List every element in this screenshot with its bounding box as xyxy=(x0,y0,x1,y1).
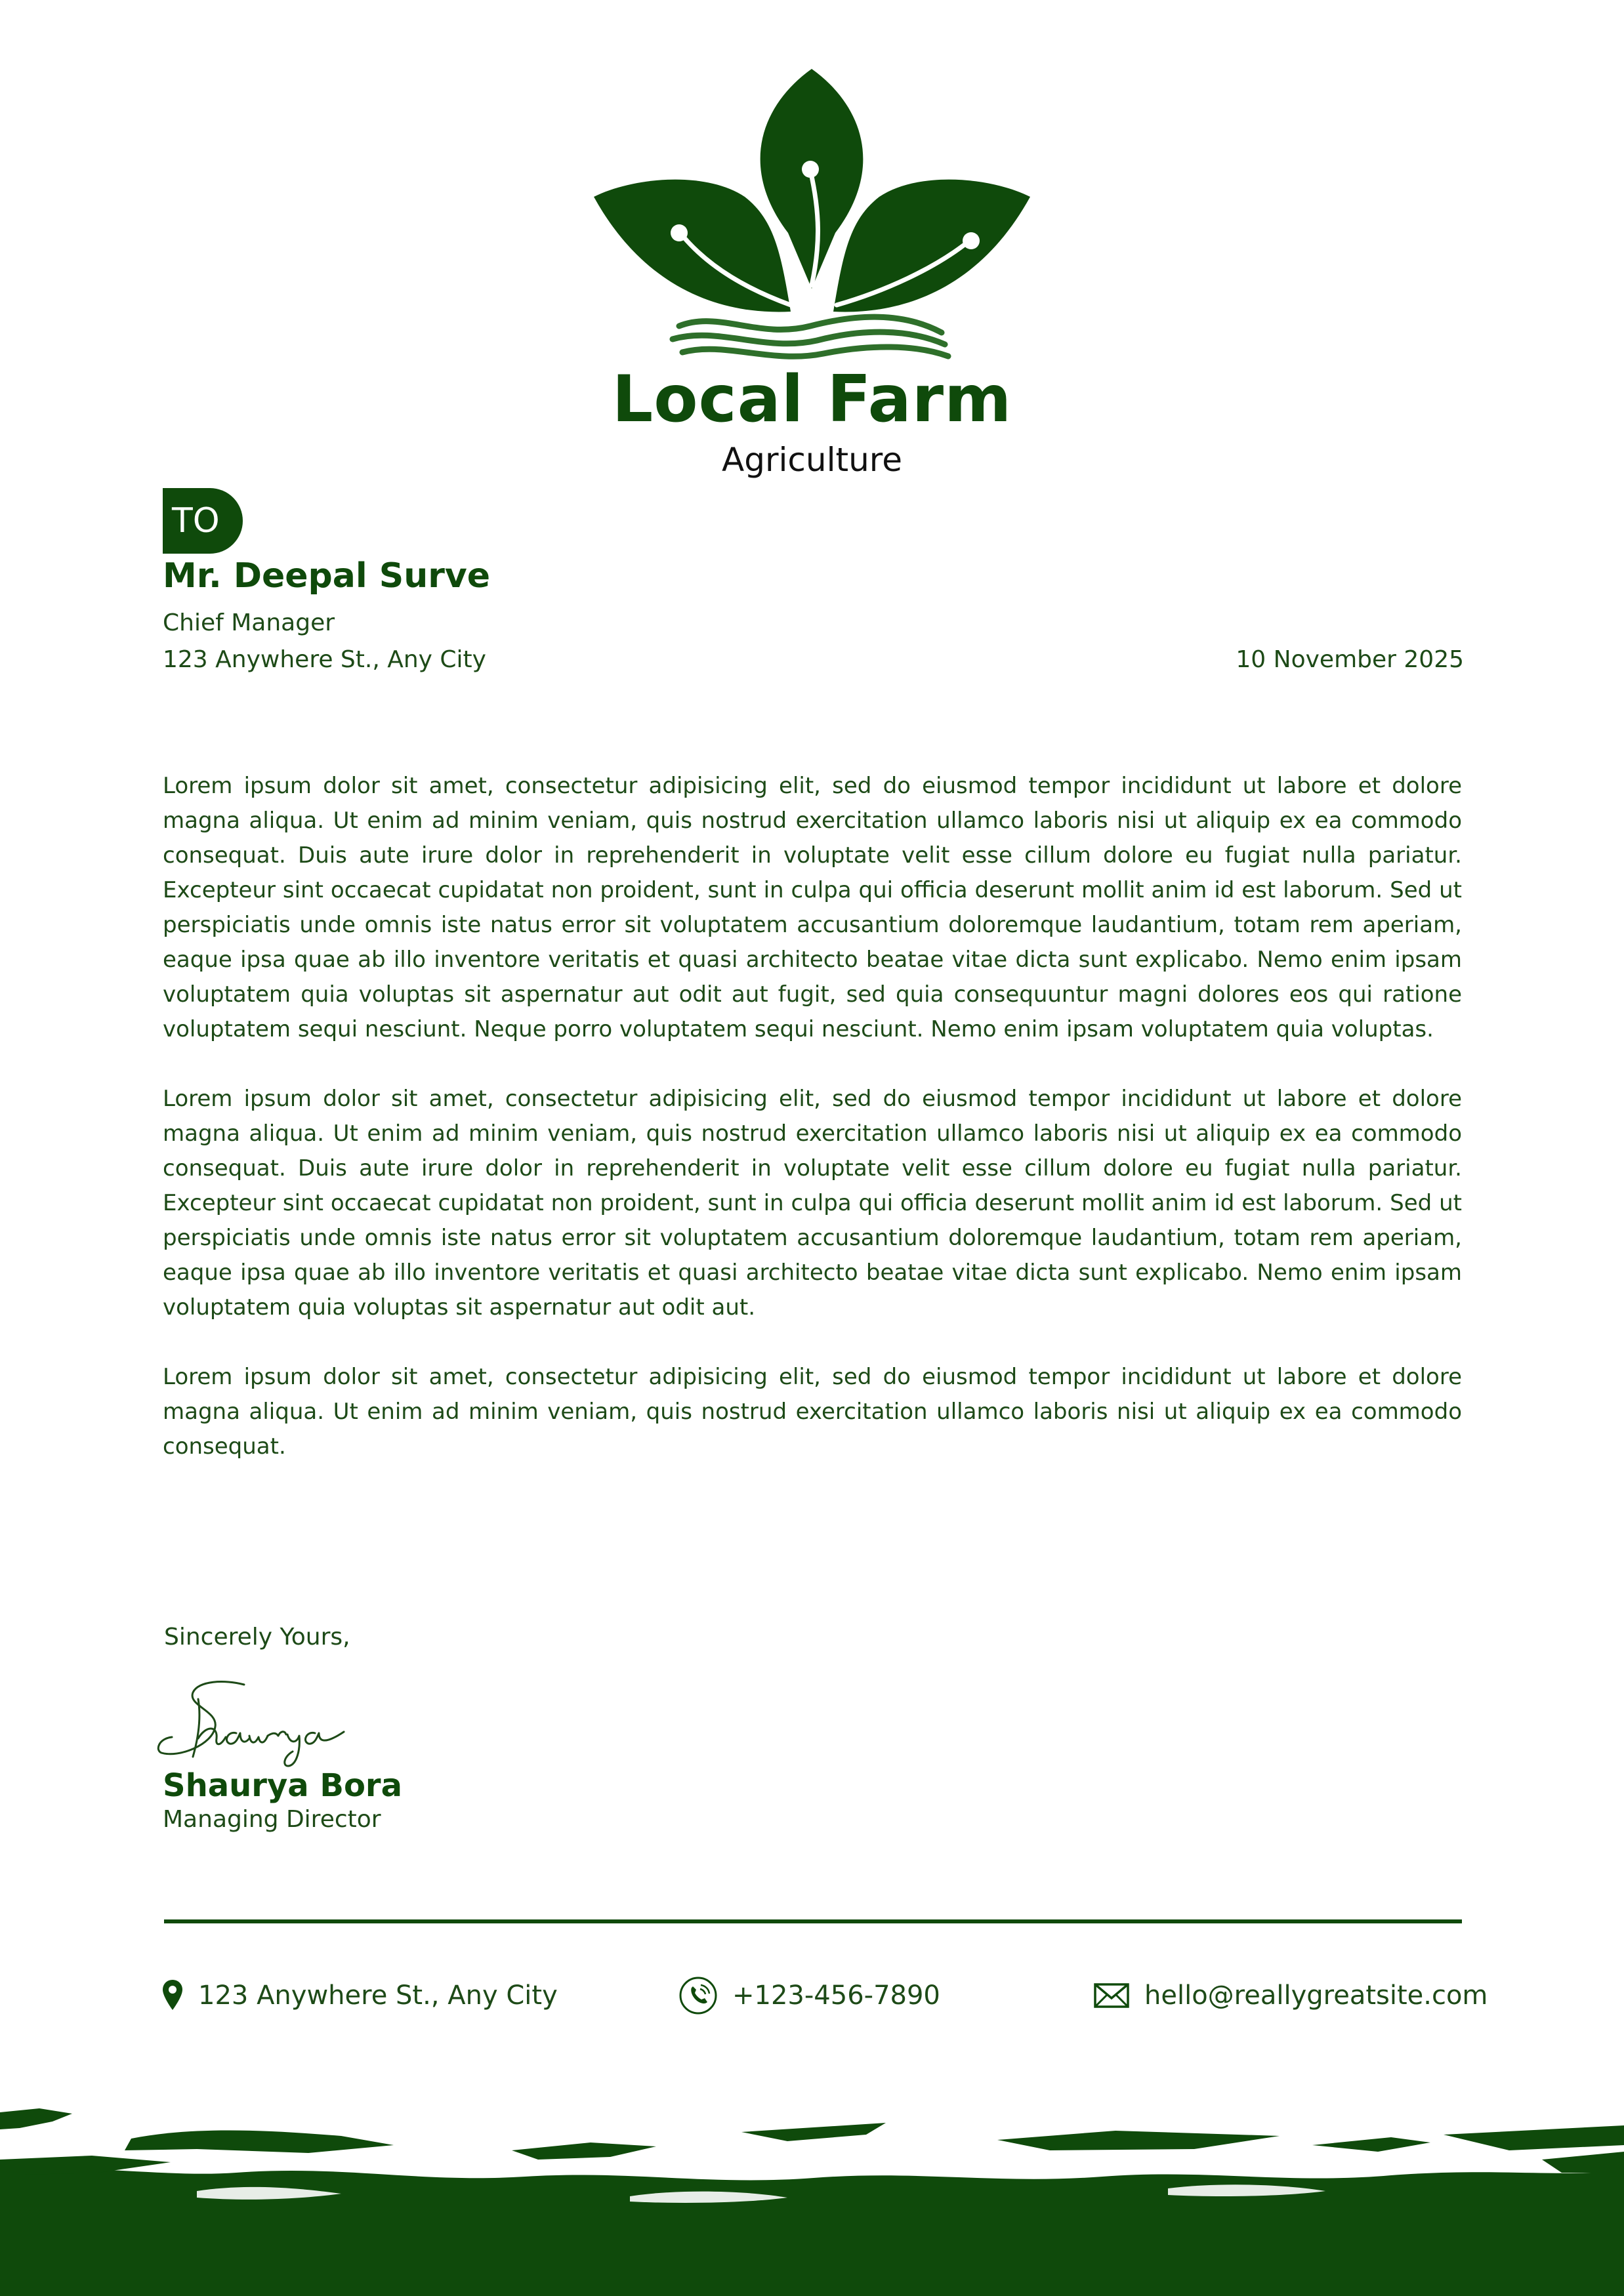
brand-tagline: Agriculture xyxy=(722,441,902,479)
closing-line: Sincerely Yours, xyxy=(164,1624,350,1650)
letter-date: 10 November 2025 xyxy=(1236,646,1464,673)
recipient-role: Chief Manager xyxy=(163,609,335,636)
contact-address-text: 123 Anywhere St., Any City xyxy=(198,1980,558,2011)
brand-name: Local Farm xyxy=(612,362,1012,437)
contact-phone-text: +123-456-7890 xyxy=(732,1980,940,2011)
phone-icon xyxy=(678,1976,718,2015)
signature xyxy=(152,1673,356,1771)
sender-role: Managing Director xyxy=(163,1806,381,1833)
footer-divider xyxy=(164,1919,1462,1923)
sender-name: Shaurya Bora xyxy=(163,1767,402,1804)
contact-address xyxy=(161,1976,558,2015)
map-pin-icon xyxy=(161,1978,184,2013)
mail-icon xyxy=(1093,1982,1130,2009)
grass-footer-decoration xyxy=(0,2099,1624,2296)
recipient-address: 123 Anywhere St., Any City xyxy=(163,646,486,673)
contact-email-text: hello@reallygreatsite.com xyxy=(1144,1980,1488,2011)
local-farm-logo xyxy=(594,69,1030,371)
recipient-name: Mr. Deepal Surve xyxy=(163,556,491,596)
body-paragraph: Lorem ipsum dolor sit amet, consectetur adipisicing elit, sed do eiusmod tempor incididunt ut labore et dolore magna aliqua. Ut enim ad minim veniam, quis nostrud exercitation ullamco laboris nisi ut aliquip ex ea commodo consequat. Duis aute irure dolor in reprehenderit in voluptate velit esse cillum dolore eu fugiat nulla pariatur. Excepteur sint occaecat cupidatat non proident, sunt in culpa qui officia deserunt mollit anim id est laborum. Sed ut perspiciatis unde omnis iste natus error sit voluptatem accusantium doloremque laudantium, totam rem aperiam, eaque ipsa quae ab illo inventore veritatis et quasi architecto beatae vitae dicta sunt explicabo. Nemo enim ipsam voluptatem quia voluptas sit aspernatur aut odit aut fugit, sed quia consequuntur magni dolores eos qui ratione voluptatem sequi nesciunt. Neque porro voluptatem sequi nesciunt. Nemo enim ipsam voluptatem quia voluptas. xyxy=(163,773,1462,1042)
body-paragraph: Lorem ipsum dolor sit amet, consectetur adipisicing elit, sed do eiusmod tempor incididunt ut labore et dolore magna aliqua. Ut enim ad minim veniam, quis nostrud exercitation ullamco laboris nisi ut aliquip ex ea commodo consequat. xyxy=(163,1364,1462,1460)
body-paragraph: Lorem ipsum dolor sit amet, consectetur adipisicing elit, sed do eiusmod tempor incididunt ut labore et dolore magna aliqua. Ut enim ad minim veniam, quis nostrud exercitation ullamco laboris nisi ut aliquip ex ea commodo consequat. Duis aute irure dolor in reprehenderit in voluptate velit esse cillum dolore eu fugiat nulla pariatur. Excepteur sint occaecat cupidatat non proident, sunt in culpa qui officia deserunt mollit anim id est laborum. Sed ut perspiciatis unde omnis iste natus error sit voluptatem accusantium doloremque laudantium, totam rem aperiam, eaque ipsa quae ab illo inventore veritatis et quasi architecto beatae vitae dicta sunt explicabo. Nemo enim ipsam voluptatem quia voluptas sit aspernatur aut odit aut. xyxy=(163,1086,1462,1321)
contact-email xyxy=(1093,1976,1488,2015)
contact-phone xyxy=(678,1976,940,2015)
letter-body xyxy=(163,769,1462,1499)
to-badge: TO xyxy=(163,488,243,554)
